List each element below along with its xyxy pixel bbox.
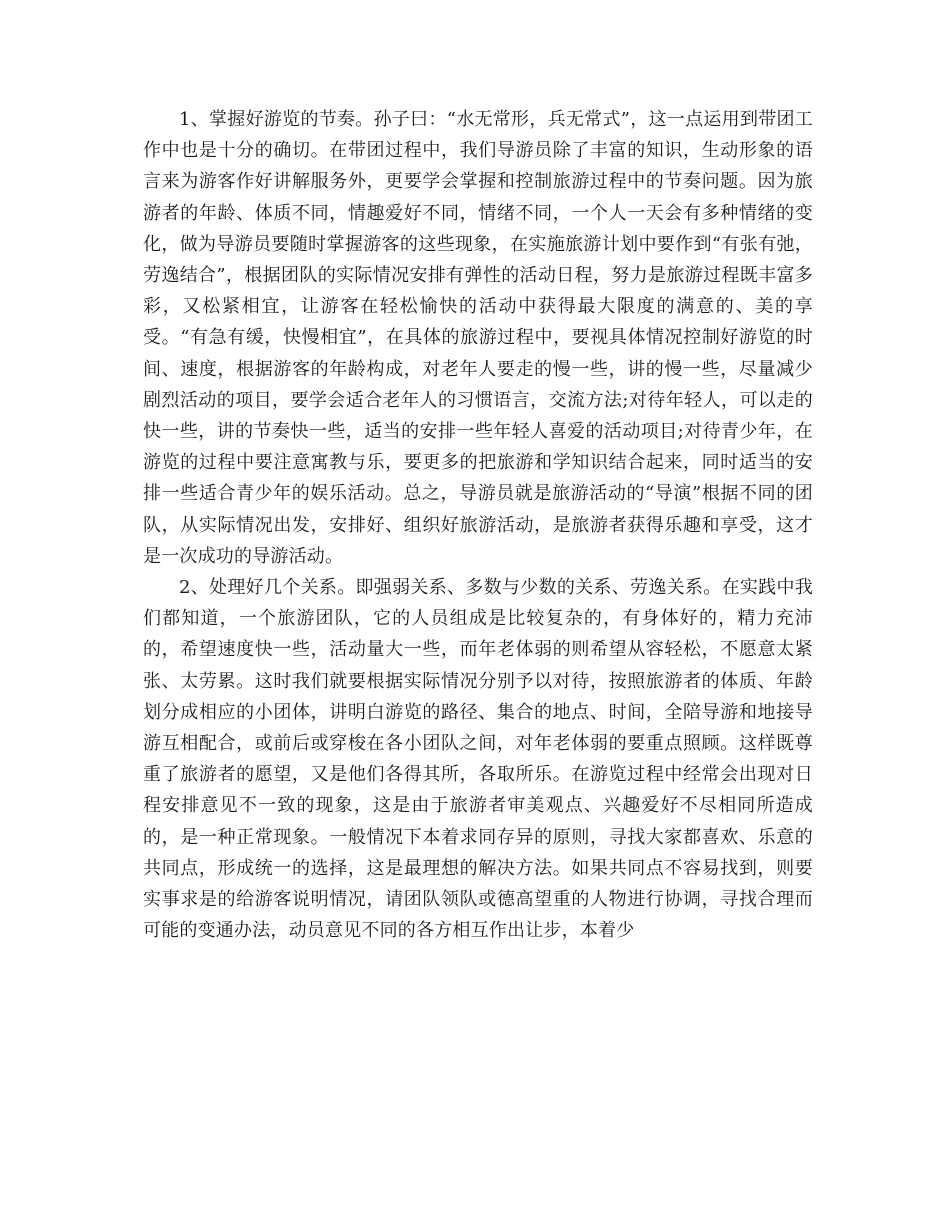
paragraph-pacing: 1、掌握好游览的节奏。孙子曰：“水无常形，兵无常式”，这一点运用到带团工作中也是十分的确切。在带团过程中，我们导游员除了丰富的知识，生动形象的语言来为游客作好讲解服务外，更要学会掌握和控制旅游过程中的节奏问题。因为旅游者的年龄、体质不同，情趣爱好不同，情绪不同，一个人一天会有多种情绪的变化，做为导游员要随时掌握游客的这些现象，在实施旅游计划中要作到“有张有弛，劳逸结合”，根据团队的实际情况安排有弹性的活动日程，努力是旅游过程既丰富多彩，又松紧相宜，让游客在轻松愉快的活动中获得最大限度的满意的、美的享受。“有急有缓，快慢相宜”，在具体的旅游过程中，要视具体情况控制好游览的时间、速度，根据游客的年龄构成，对老年人要走的慢一些，讲的慢一些，尽量减少剧烈活动的项目，要学会适合老年人的习惯语言，交流方法;对待年轻人，可以走的快一些，讲的节奏快一些，适当的安排一些年轻人喜爱的活动项目;对待青少年，在游览的过程中要注意寓教与乐，要更多的把旅游和学知识结合起来，同时适当的安排一些适合青少年的娱乐活动。总之，导游员就是旅游活动的“导演”根据不同的团队，从实际情况出发，安排好、组织好旅游活动，是旅游者获得乐趣和享受，这才是一次成功的导游活动。 <box>143 109 813 567</box>
document-body <box>143 104 813 946</box>
paragraph-relationships: 2、处理好几个关系。即强弱关系、多数与少数的关系、劳逸关系。在实践中我们都知道，一个旅游团队，它的人员组成是比较复杂的，有身体好的，精力充沛的，希望速度快一些，活动量大一些，而年老体弱的则希望从容轻松，不愿意太紧张、太劳累。这时我们就要根据实际情况分别予以对待，按照旅游者的体质、年龄划分成相应的小团体，讲明白游览的路径、集合的地点、时间，全陪导游和地接导游互相配合，或前后或穿梭在各小团队之间，对年老体弱的要重点照顾。这样既尊重了旅游者的愿望，又是他们各得其所，各取所乐。在游览过程中经常会出现对日程安排意见不一致的现象，这是由于旅游者审美观点、兴趣爱好不尽相同所造成的，是一种正常现象。一般情况下本着求同存异的原则，寻找大家都喜欢、乐意的共同点，形成统一的选择，这是最理想的解决方法。如果共同点不容易找到，则要实事求是的给游客说明情况，请团队领队或德高望重的人物进行协调，寻找合理而可能的变通办法，动员意见不同的各方相互作出让步，本着少 <box>143 577 813 942</box>
